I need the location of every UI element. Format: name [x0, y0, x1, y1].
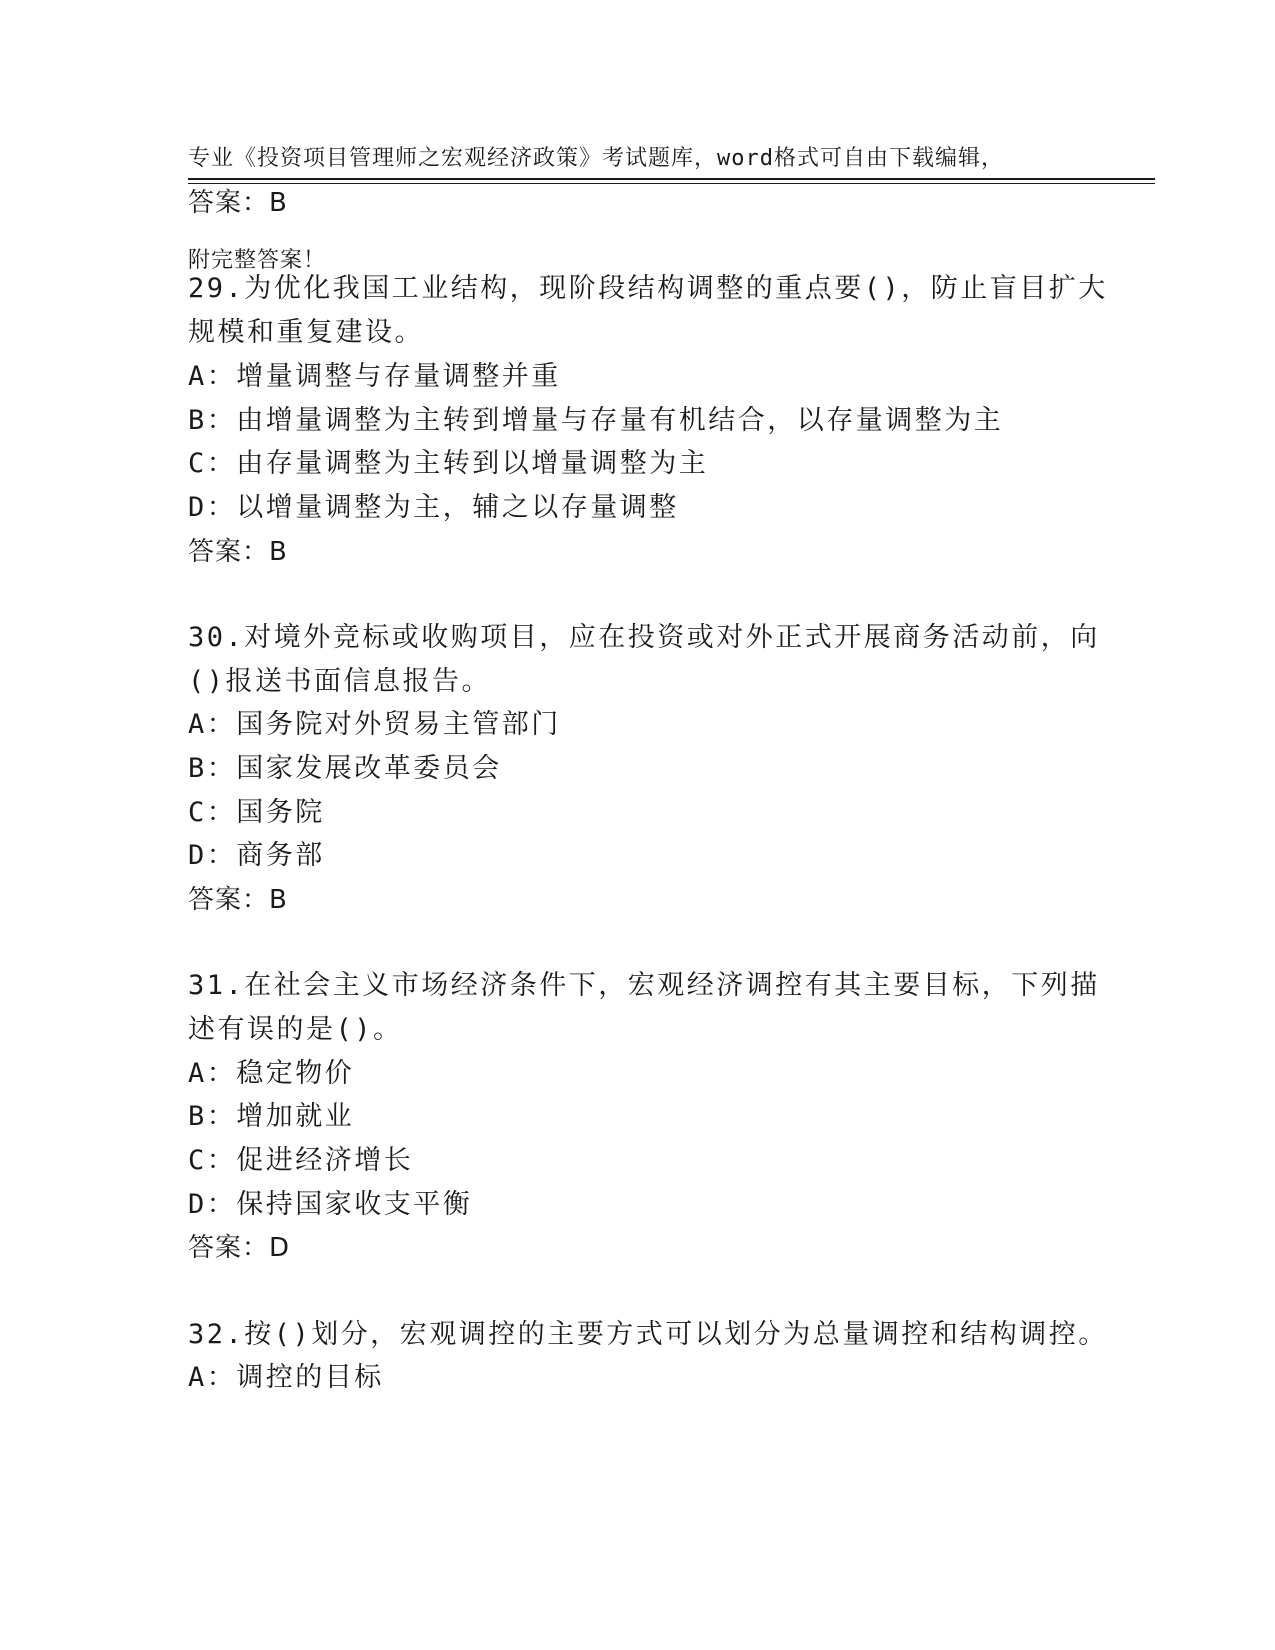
header-divider-thick — [188, 178, 1155, 180]
question-29-option-b: B：由增量调整为主转到增量与存量有机结合，以存量调整为主 — [188, 405, 1004, 436]
question-31-answer: 答案：D — [188, 1233, 291, 1263]
header-line-1: 专业《投资项目管理师之宏观经济政策》考试题库，word格式可自由下载编辑， — [188, 146, 1004, 171]
question-31-option-a: A：稳定物价 — [188, 1058, 355, 1089]
question-30-option-c: C：国务院 — [188, 797, 325, 828]
question-31-option-b: B：增加就业 — [188, 1101, 355, 1132]
question-29-option-d: D：以增量调整为主，辅之以存量调整 — [188, 492, 679, 523]
question-31-option-d: D：保持国家收支平衡 — [188, 1189, 473, 1220]
question-31-option-c: C：促进经济增长 — [188, 1145, 414, 1176]
question-31-stem-line-2: 述有误的是()。 — [188, 1014, 403, 1045]
question-30-option-a: A：国务院对外贸易主管部门 — [188, 709, 561, 740]
question-29-option-c: C：由存量调整为主转到以增量调整为主 — [188, 448, 709, 479]
question-30-stem-line-2: ()报送书面信息报告。 — [188, 666, 492, 697]
header-divider-thin — [188, 183, 1155, 184]
question-29-stem-line-2: 规模和重复建设。 — [188, 317, 424, 348]
question-32-stem-line-1: 32.按()划分，宏观调控的主要方式可以划分为总量调控和结构调控。 — [188, 1319, 1108, 1350]
question-31-stem-line-1: 31.在社会主义市场经济条件下，宏观经济调控有其主要目标，下列描 — [188, 970, 1100, 1001]
question-30-answer: 答案：B — [188, 885, 288, 915]
header-line-2: 附完整答案！ — [188, 248, 327, 273]
question-30-option-b: B：国家发展改革委员会 — [188, 753, 502, 784]
question-30-option-d: D：商务部 — [188, 840, 325, 871]
answer-line: 答案：B — [188, 188, 288, 218]
question-32-option-a: A：调控的目标 — [188, 1362, 384, 1393]
question-29-stem-line-1: 29.为优化我国工业结构，现阶段结构调整的重点要()，防止盲目扩大 — [188, 273, 1108, 304]
question-29-option-a: A：增量调整与存量调整并重 — [188, 361, 561, 392]
question-30-stem-line-1: 30.对境外竞标或收购项目，应在投资或对外正式开展商务活动前，向 — [188, 622, 1100, 653]
question-29-answer: 答案：B — [188, 537, 288, 567]
